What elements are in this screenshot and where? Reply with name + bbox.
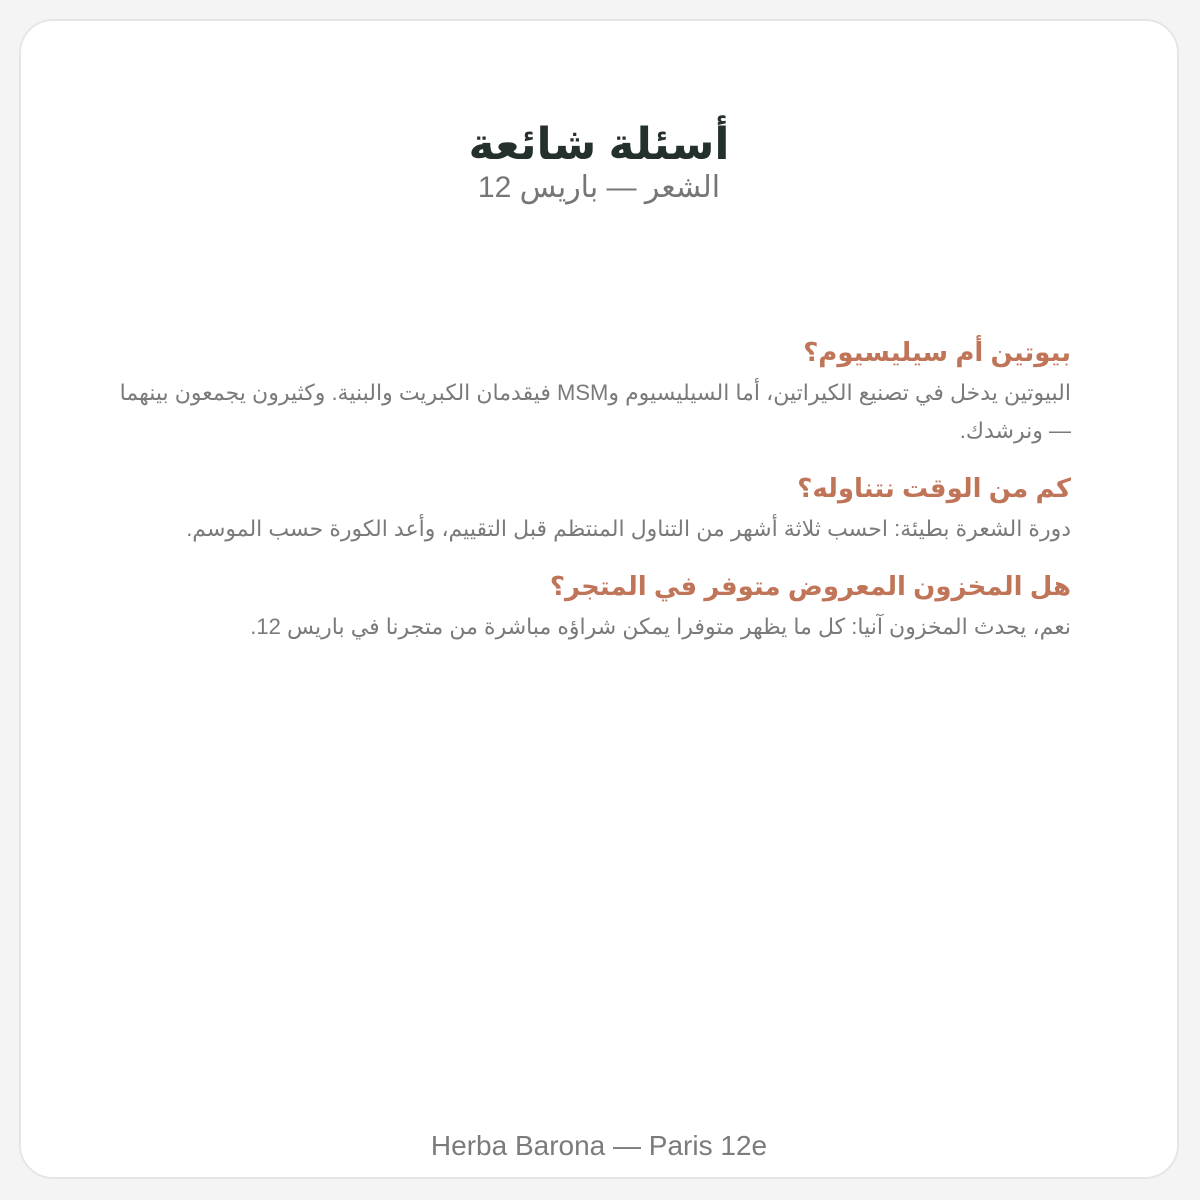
faq-item (95, 334, 1071, 450)
faq-answer: دورة الشعرة بطيئة: احسب ثلاثة أشهر من التناول المنتظم قبل التقييم، وأعد الكورة حسب الموسم. (186, 516, 1071, 541)
faq-question: كم من الوقت نتناوله؟ (797, 473, 1071, 503)
faq-answer: البيوتين يدخل في تصنيع الكيراتين، أما السيليسيوم وMSM فيقدمان الكبريت والبنية. وكثيرون يجمعون بينهما — ونرشدك. (119, 380, 1071, 443)
page-subtitle: الشعر — باريس 12 (477, 171, 721, 204)
page-title: أسئلة شائعة (468, 120, 730, 170)
faq-item (95, 568, 1071, 646)
faq-list (95, 334, 1071, 666)
faq-card (19, 19, 1179, 1179)
faq-question: هل المخزون المعروض متوفر في المتجر؟ (549, 571, 1071, 601)
faq-item (95, 470, 1071, 548)
footer-brand: Herba Barona — Paris 12e (430, 1130, 768, 1161)
faq-answer: نعم، يحدث المخزون آنيا: كل ما يظهر متوفرا يمكن شراؤه مباشرة من متجرنا في باريس 12. (250, 614, 1071, 639)
faq-question: بيوتين أم سيليسيوم؟ (803, 337, 1071, 367)
